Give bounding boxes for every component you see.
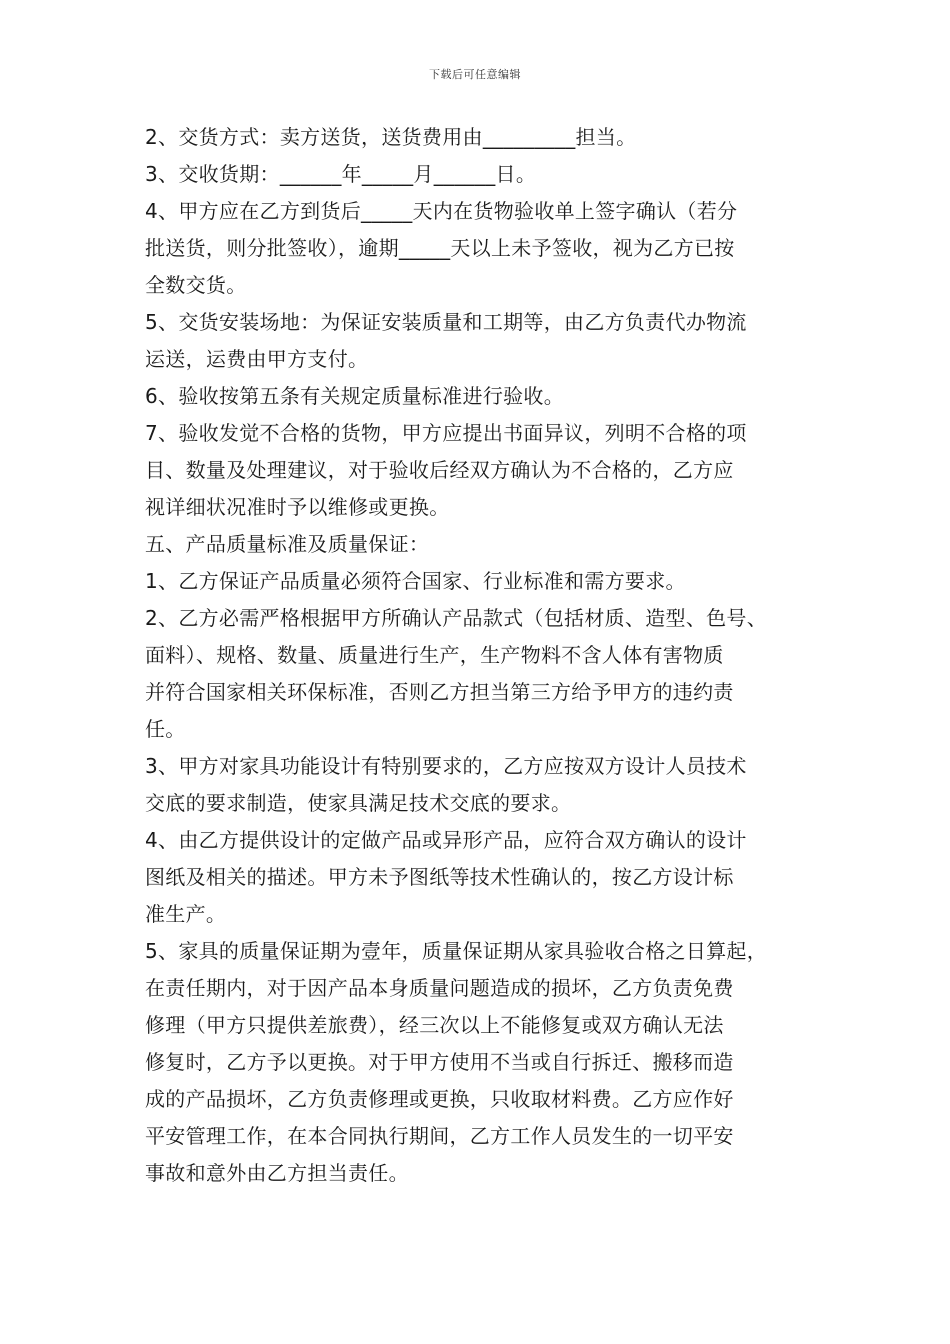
text-line: 6、验收按第五条有关规定质量标准进行验收。 — [145, 384, 565, 408]
text-line: 1、乙方保证产品质量必须符合国家、行业标准和需方要求。 — [145, 569, 686, 593]
text-line: 5、家具的质量保证期为壹年，质量保证期从家具验收合格之日算起， — [145, 939, 768, 963]
text-line: 4、由乙方提供设计的定做产品或异形产品，应符合双方确认的设计 — [145, 828, 747, 852]
text-line: 面料）、规格、数量、质量进行生产，生产物料不含人体有害物质 — [145, 643, 724, 667]
text-line: 任。 — [145, 717, 186, 741]
text-line: 运送，运费由甲方支付。 — [145, 347, 369, 371]
text-line: 2、交货方式：卖方送货，送货费用由_________担当。 — [145, 125, 637, 149]
text-line: 视详细状况准时予以维修或更换。 — [145, 495, 450, 519]
text-line: 批送货，则分批签收），逾期_____天以上未予签收，视为乙方已按 — [145, 236, 735, 260]
text-line: 7、验收发觉不合格的货物，甲方应提出书面异议，列明不合格的项 — [145, 421, 747, 445]
text-line: 3、交收货期：______年_____月______日。 — [145, 162, 537, 186]
text-line: 修理（甲方只提供差旅费），经三次以上不能修复或双方确认无法 — [145, 1013, 724, 1037]
text-line: 3、甲方对家具功能设计有特别要求的，乙方应按双方设计人员技术 — [145, 754, 747, 778]
text-line: 平安管理工作，在本合同执行期间，乙方工作人员发生的一切平安 — [145, 1124, 734, 1148]
text-line: 5、交货安装场地：为保证安装质量和工期等，由乙方负责代办物流 — [145, 310, 747, 334]
text-line: 目、数量及处理建议，对于验收后经双方确认为不合格的，乙方应 — [145, 458, 734, 482]
text-line: 准生产。 — [145, 902, 227, 926]
document-body — [145, 119, 815, 1192]
text-line: 成的产品损坏，乙方负责修理或更换，只收取材料费。乙方应作好 — [145, 1087, 734, 1111]
text-line: 全数交货。 — [145, 273, 247, 297]
text-line: 修复时，乙方予以更换。对于甲方使用不当或自行拆迁、搬移而造 — [145, 1050, 734, 1074]
text-line: 4、甲方应在乙方到货后_____天内在货物验收单上签字确认（若分 — [145, 199, 738, 223]
page-header-note: 下载后可任意编辑 — [429, 68, 521, 81]
text-line: 图纸及相关的描述。甲方未予图纸等技术性确认的，按乙方设计标 — [145, 865, 734, 889]
section-heading: 五、产品质量标准及质量保证： — [145, 532, 430, 556]
text-line: 并符合国家相关环保标准，否则乙方担当第三方给予甲方的违约责 — [145, 680, 734, 704]
text-line: 2、乙方必需严格根据甲方所确认产品款式（包括材质、造型、色号、 — [145, 606, 768, 630]
text-line: 事故和意外由乙方担当责任。 — [145, 1161, 409, 1185]
text-line: 在责任期内，对于因产品本身质量问题造成的损坏，乙方负责免费 — [145, 976, 734, 1000]
text-line: 交底的要求制造，使家具满足技术交底的要求。 — [145, 791, 572, 815]
